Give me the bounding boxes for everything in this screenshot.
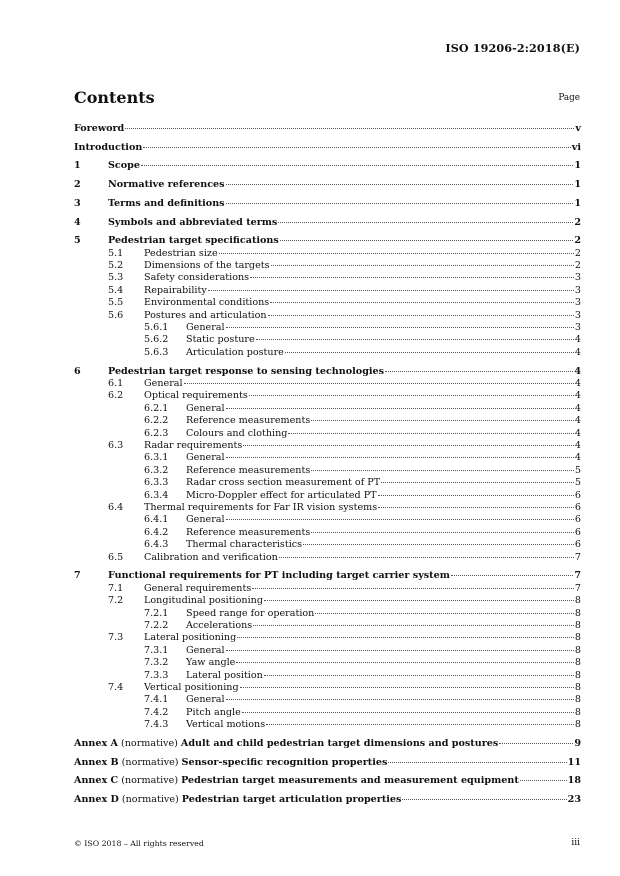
toc-entry-page: 8 [574, 719, 581, 731]
toc-entry[interactable] [74, 198, 581, 210]
dot-leader [271, 265, 574, 266]
dot-leader [226, 699, 574, 700]
dot-leader [226, 408, 574, 409]
toc-entry[interactable] [74, 620, 581, 632]
toc-entry-title: Longitudinal positioning [144, 595, 263, 607]
dot-leader [208, 290, 574, 291]
toc-entry-page: 2 [574, 235, 581, 247]
dot-leader [143, 147, 570, 148]
toc-entry-page: 8 [574, 595, 581, 607]
dot-leader [226, 203, 574, 204]
toc-entry-title: Scope [108, 160, 140, 172]
toc-entry-title: Pitch angle [186, 706, 241, 718]
dot-leader [141, 165, 573, 166]
dot-leader [385, 371, 573, 372]
toc-entry-number: 7.1 [108, 582, 124, 594]
toc-entry[interactable] [74, 390, 581, 402]
dot-leader [303, 544, 574, 545]
dot-leader [285, 352, 574, 353]
toc-entry-page: 9 [574, 737, 581, 749]
toc-entry[interactable] [74, 142, 581, 154]
toc-entry-number: 7.3.3 [144, 669, 169, 681]
toc-entry[interactable] [74, 322, 581, 334]
toc-entry-title: Pedestrian target measurements and measurement equipment [181, 775, 519, 787]
toc-entry[interactable] [74, 297, 581, 309]
toc-entry-page: 4 [574, 452, 581, 464]
toc-entry[interactable] [74, 775, 581, 787]
toc-entry-number: 6.4 [108, 502, 124, 514]
toc-entry-page: 4 [574, 427, 581, 439]
annex-label: Annex C [74, 775, 119, 787]
dot-leader [243, 445, 574, 446]
toc-entry-title: Lateral positioning [144, 632, 237, 644]
toc-entry-page: 4 [574, 346, 581, 358]
toc-entry[interactable] [74, 502, 581, 514]
toc-entry-title: Environmental conditions [144, 297, 270, 309]
toc-entry-number: 7 [74, 570, 81, 582]
toc-entry-number: 6.4.2 [144, 526, 169, 538]
dot-leader [226, 650, 574, 651]
toc-entry-title: Sensor-specific recognition properties [181, 756, 388, 768]
dot-leader [252, 588, 574, 589]
toc-entry-page: 4 [574, 390, 581, 402]
toc-entry-page: 8 [574, 694, 581, 706]
toc-entry-title: Dimensions of the targets [144, 260, 270, 272]
toc-entry[interactable] [74, 645, 581, 657]
toc-entry-number: 7.4.3 [144, 719, 169, 731]
toc-entry-number: 7.3.2 [144, 657, 169, 669]
dot-leader [236, 662, 574, 663]
toc-entry[interactable] [74, 248, 581, 260]
toc-entry[interactable] [74, 179, 581, 191]
toc-entry-number: 5.3 [108, 272, 124, 284]
toc-entry[interactable] [74, 310, 581, 322]
toc-entry-number: 7.3.1 [144, 644, 169, 656]
toc-entry-number: 5.6 [108, 309, 124, 321]
toc-entry-page: 4 [574, 440, 581, 452]
toc-entry-title: Radar requirements [144, 440, 243, 452]
toc-entry[interactable] [74, 694, 581, 706]
toc-entry-page: 23 [567, 794, 581, 806]
toc-entry[interactable] [74, 366, 581, 378]
toc-entry[interactable] [74, 260, 581, 272]
toc-entry[interactable] [74, 428, 581, 440]
toc-entry-page: 3 [574, 297, 581, 309]
dot-leader [184, 383, 574, 384]
toc-entry-title: Calibration and verification [144, 551, 278, 563]
toc-entry-page: 6 [574, 514, 581, 526]
toc-entry-page: 3 [574, 322, 581, 334]
annex-label: Annex B [74, 756, 119, 768]
toc-entry[interactable] [74, 682, 581, 694]
dot-leader [125, 128, 574, 129]
toc-entry-page: 1 [574, 197, 581, 209]
toc-entry-title: Adult and child pedestrian target dimensions and postures [180, 737, 499, 749]
dot-leader [237, 637, 574, 638]
dot-leader [219, 253, 574, 254]
dot-leader [242, 712, 574, 713]
toc-entry-title: General [186, 452, 225, 464]
toc-entry-number: 5.5 [108, 297, 124, 309]
toc-entry-page: 6 [574, 489, 581, 501]
dot-leader [315, 613, 574, 614]
toc-entry-page: 18 [567, 775, 581, 787]
dot-leader [264, 675, 574, 676]
standard-id: ISO 19206-2:2018(E) [445, 41, 580, 55]
toc-entry-number: 7.2 [108, 595, 124, 607]
toc-entry[interactable] [74, 757, 581, 769]
toc-entry[interactable] [74, 415, 581, 427]
dot-leader [226, 519, 574, 520]
toc-entry[interactable] [74, 632, 581, 644]
annex-normative-label: (normative) [121, 756, 179, 768]
toc-entry-page: 7 [574, 582, 581, 594]
annex-normative-label: (normative) [121, 794, 179, 806]
toc-entry[interactable] [74, 160, 581, 172]
toc-entry[interactable] [74, 334, 581, 346]
toc-entry[interactable] [74, 514, 581, 526]
dot-leader [451, 575, 573, 576]
toc-entry-number: 6.2 [108, 390, 124, 402]
toc-entry-title: Reference measurements [186, 526, 311, 538]
toc-entry[interactable] [74, 285, 581, 297]
toc-entry-page: 1 [574, 179, 581, 191]
toc-entry-page: 6 [574, 526, 581, 538]
toc-entry-page: 8 [574, 620, 581, 631]
toc-entry-number: 5.6.2 [144, 334, 169, 346]
toc-entry-number: 5.2 [108, 260, 124, 272]
toc-entry-title: Lateral position [186, 669, 263, 681]
toc-entry[interactable] [74, 235, 581, 247]
toc-entry-page: 7 [574, 551, 581, 563]
toc-entry-title: Vertical motions [186, 719, 266, 731]
toc-entry-page: 6 [574, 502, 581, 514]
toc-entry-number: 6.4.3 [144, 539, 169, 551]
toc-entry[interactable] [74, 452, 581, 464]
toc-entry-title: Pedestrian size [144, 247, 218, 259]
toc-entry-page: 8 [574, 644, 581, 656]
toc-entry[interactable] [74, 570, 581, 582]
toc-entry[interactable] [74, 719, 581, 731]
dot-leader [288, 433, 573, 434]
toc-entry-title: Symbols and abbreviated terms [108, 216, 278, 228]
dot-leader [388, 762, 566, 763]
annex-label: Annex A [74, 737, 119, 749]
dot-leader [226, 327, 574, 328]
toc-entry-number: 6 [74, 365, 81, 377]
toc-entry-page: 8 [574, 706, 581, 718]
dot-leader [268, 315, 574, 316]
toc-entry-title: General [186, 694, 225, 706]
toc-entry[interactable] [74, 707, 581, 719]
toc-entry-number: 6.1 [108, 377, 124, 389]
toc-entry-title: General [186, 514, 225, 526]
dot-leader [278, 222, 573, 223]
toc-entry-page: 5 [574, 464, 581, 476]
toc-entry-title: General [144, 377, 183, 389]
annex-label: Annex D [74, 794, 119, 806]
toc-entry-number: 7.4.2 [144, 706, 169, 718]
toc-entry-title: Functional requirements for PT including target carrier system [108, 570, 450, 582]
toc-entry-page: 2 [574, 260, 581, 272]
toc-entry-title: General [186, 644, 225, 656]
toc-entry-number: 5.1 [108, 247, 124, 259]
dot-leader [311, 532, 574, 533]
toc-entry[interactable] [74, 123, 581, 135]
page-column-label: Page [558, 93, 580, 103]
toc-entry[interactable] [74, 583, 581, 595]
toc-entry-title: General [186, 402, 225, 414]
toc-entry-title: Pedestrian target specifications [108, 235, 279, 247]
toc-entry-page: 8 [574, 669, 581, 681]
toc-entry-number: 7.2.2 [144, 620, 169, 631]
annex-normative-label: (normative) [121, 737, 178, 749]
toc-entry-number: 7.2.1 [144, 607, 169, 619]
table-of-contents [74, 123, 581, 806]
toc-entry-title: Vertical positioning [144, 682, 239, 694]
toc-entry[interactable] [74, 738, 581, 750]
toc-entry-page: 8 [574, 682, 581, 694]
dot-leader [381, 482, 574, 483]
toc-entry[interactable] [74, 490, 581, 502]
dot-leader [250, 277, 574, 278]
toc-entry-page: 1 [574, 160, 581, 172]
dot-leader [253, 625, 574, 626]
dot-leader [256, 339, 574, 340]
dot-leader [499, 743, 573, 744]
toc-entry-number: 5 [74, 235, 81, 247]
toc-entry[interactable] [74, 794, 581, 806]
toc-entry-title: Articulation posture [186, 346, 284, 358]
toc-entry-title: Static posture [186, 334, 255, 346]
toc-entry-title: Micro-Doppler effect for articulated PT [186, 489, 377, 501]
toc-entry-number: 5.6.1 [144, 322, 169, 334]
toc-entry-number: 5.4 [108, 284, 124, 296]
toc-entry[interactable] [74, 272, 581, 284]
toc-entry-page: 3 [574, 272, 581, 284]
toc-entry[interactable] [74, 217, 581, 229]
toc-entry-title: Colours and clothing [186, 427, 288, 439]
dot-leader [378, 507, 574, 508]
dot-leader [226, 457, 574, 458]
toc-entry-number: 6.3 [108, 440, 124, 452]
contents-heading: Contents [74, 88, 155, 107]
toc-entry-title: Foreword [74, 123, 125, 134]
toc-entry-number: 2 [74, 179, 81, 191]
toc-entry-page: 11 [567, 756, 581, 768]
toc-entry[interactable] [74, 595, 581, 607]
dot-leader [520, 780, 567, 781]
toc-entry-number: 5.6.3 [144, 346, 169, 358]
toc-entry[interactable] [74, 440, 581, 452]
annex-normative-label: (normative) [121, 775, 179, 787]
toc-entry[interactable] [74, 657, 581, 669]
toc-entry[interactable] [74, 608, 581, 620]
dot-leader [311, 420, 574, 421]
toc-entry-title: General [186, 322, 225, 334]
toc-entry-page: 6 [574, 539, 581, 551]
copyright-notice: © ISO 2018 – All rights reserved [74, 839, 204, 848]
toc-entry-title: Pedestrian target response to sensing technologies [108, 365, 385, 377]
toc-entry[interactable] [74, 347, 581, 359]
toc-entry[interactable] [74, 527, 581, 539]
dot-leader [264, 600, 574, 601]
toc-entry-number: 6.2.1 [144, 402, 169, 414]
dot-leader [226, 184, 574, 185]
toc-entry-number: 4 [74, 216, 81, 228]
dot-leader [311, 470, 574, 471]
toc-entry-number: 6.4.1 [144, 514, 169, 526]
toc-entry-title: Speed range for operation [186, 607, 315, 619]
toc-entry[interactable] [74, 477, 581, 489]
toc-entry-page: v [575, 123, 581, 134]
toc-entry-title: Thermal characteristics [186, 539, 303, 551]
toc-entry[interactable] [74, 670, 581, 682]
toc-entry[interactable] [74, 378, 581, 390]
toc-entry-number: 3 [74, 197, 81, 209]
page-number: iii [571, 838, 580, 848]
toc-entry-page: vi [571, 141, 581, 153]
toc-entry-page: 8 [574, 607, 581, 619]
dot-leader [280, 240, 574, 241]
toc-entry-number: 7.3 [108, 632, 124, 644]
toc-entry-number: 6.5 [108, 551, 124, 563]
toc-entry[interactable] [74, 465, 581, 477]
toc-entry-title: Yaw angle [186, 657, 236, 669]
toc-entry-number: 6.3.4 [144, 489, 169, 501]
toc-entry-page: 4 [574, 334, 581, 346]
toc-entry-title: Optical requirements [144, 390, 248, 402]
toc-entry-title: Reference measurements [186, 415, 311, 427]
toc-entry-number: 6.2.2 [144, 415, 169, 427]
dot-leader [240, 687, 574, 688]
toc-entry-title: Thermal requirements for Far IR vision systems [144, 502, 378, 514]
dot-leader [402, 799, 566, 800]
toc-entry-title: Normative references [108, 179, 225, 191]
toc-entry-number: 7.4.1 [144, 694, 169, 706]
dot-leader [279, 557, 574, 558]
toc-entry-title: Safety considerations [144, 272, 250, 284]
toc-entry-number: 7.4 [108, 682, 124, 694]
toc-entry-number: 6.2.3 [144, 427, 169, 439]
toc-entry-title: Pedestrian target articulation properties [181, 794, 402, 806]
toc-entry-number: 6.3.1 [144, 452, 169, 464]
toc-entry-page: 2 [574, 216, 581, 228]
toc-entry[interactable] [74, 552, 581, 564]
toc-entry-title: Introduction [74, 141, 143, 153]
toc-entry-title: Terms and definitions [108, 197, 225, 209]
toc-entry-page: 4 [574, 377, 581, 389]
toc-entry-title: Radar cross section measurement of PT [186, 477, 381, 489]
toc-entry-page: 8 [574, 632, 581, 644]
toc-entry[interactable] [74, 403, 581, 415]
toc-entry-page: 8 [574, 657, 581, 669]
toc-entry-title: Reference measurements [186, 464, 311, 476]
toc-entry-page: 3 [574, 284, 581, 296]
toc-entry-page: 7 [574, 570, 581, 582]
toc-entry-title: Repairability [144, 284, 207, 296]
dot-leader [249, 395, 574, 396]
toc-entry-number: 6.3.3 [144, 477, 169, 489]
toc-entry-page: 4 [574, 415, 581, 427]
toc-entry-title: Postures and articulation [144, 309, 267, 321]
toc-entry-number: 1 [74, 160, 81, 172]
toc-entry-page: 4 [574, 402, 581, 414]
toc-entry-title: General requirements [144, 582, 252, 594]
dot-leader [378, 495, 574, 496]
toc-entry-title: Accelerations [186, 620, 253, 631]
toc-entry[interactable] [74, 539, 581, 551]
dot-leader [266, 724, 574, 725]
toc-entry-page: 5 [574, 477, 581, 489]
toc-entry-page: 3 [574, 309, 581, 321]
toc-entry-page: 2 [574, 247, 581, 259]
toc-entry-page: 4 [574, 365, 581, 377]
dot-leader [270, 302, 574, 303]
toc-entry-number: 6.3.2 [144, 464, 169, 476]
